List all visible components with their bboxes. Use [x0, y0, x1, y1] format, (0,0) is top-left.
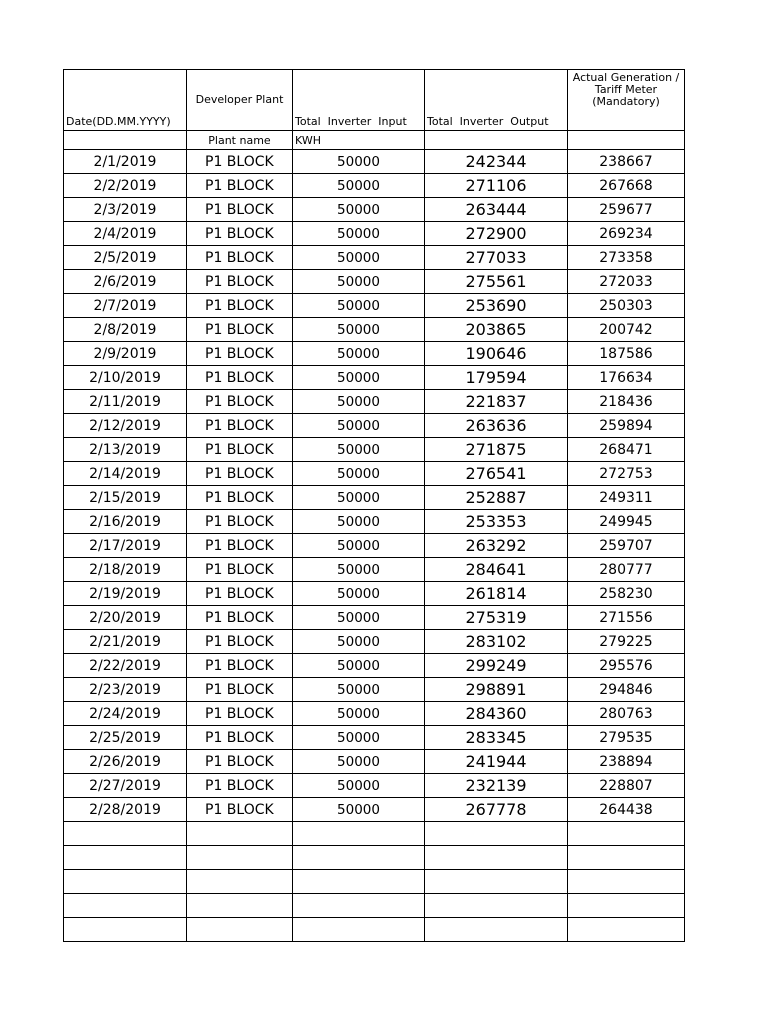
table-row: [64, 534, 685, 558]
cell-output: 263292: [425, 534, 568, 558]
cell-output: 283102: [425, 630, 568, 654]
table-row: [64, 174, 685, 198]
empty-cell: [187, 894, 293, 918]
empty-cell: [64, 822, 187, 846]
cell-input: 50000: [293, 798, 425, 822]
cell-output: 190646: [425, 342, 568, 366]
table-row: [64, 294, 685, 318]
cell-actual: 273358: [568, 246, 685, 270]
cell-actual: 238894: [568, 750, 685, 774]
cell-date: 2/14/2019: [64, 462, 187, 486]
cell-output: 267778: [425, 798, 568, 822]
cell-plant: P1 BLOCK: [187, 222, 293, 246]
cell-output: 241944: [425, 750, 568, 774]
cell-plant: P1 BLOCK: [187, 342, 293, 366]
subheader-output-empty: [425, 131, 568, 150]
empty-cell: [568, 918, 685, 942]
cell-actual: 271556: [568, 606, 685, 630]
cell-actual: 279535: [568, 726, 685, 750]
cell-input: 50000: [293, 438, 425, 462]
cell-actual: 279225: [568, 630, 685, 654]
header-row: [64, 70, 685, 131]
cell-date: 2/24/2019: [64, 702, 187, 726]
subheader-date-empty: [64, 131, 187, 150]
cell-output: 275319: [425, 606, 568, 630]
cell-actual: 228807: [568, 774, 685, 798]
table-row: [64, 726, 685, 750]
cell-input: 50000: [293, 582, 425, 606]
cell-date: 2/25/2019: [64, 726, 187, 750]
cell-plant: P1 BLOCK: [187, 318, 293, 342]
cell-input: 50000: [293, 774, 425, 798]
cell-output: 277033: [425, 246, 568, 270]
cell-actual: 264438: [568, 798, 685, 822]
cell-actual: 294846: [568, 678, 685, 702]
cell-input: 50000: [293, 462, 425, 486]
cell-date: 2/19/2019: [64, 582, 187, 606]
table-row: [64, 654, 685, 678]
cell-actual: 267668: [568, 174, 685, 198]
cell-input: 50000: [293, 654, 425, 678]
table-row: [64, 606, 685, 630]
cell-input: 50000: [293, 702, 425, 726]
table-row: [64, 630, 685, 654]
empty-cell: [293, 822, 425, 846]
cell-actual: 272753: [568, 462, 685, 486]
cell-date: 2/20/2019: [64, 606, 187, 630]
subheader-plant-name: Plant name: [187, 131, 293, 150]
cell-plant: P1 BLOCK: [187, 798, 293, 822]
cell-input: 50000: [293, 174, 425, 198]
cell-actual: 259707: [568, 534, 685, 558]
table-row: [64, 222, 685, 246]
cell-actual: 249311: [568, 486, 685, 510]
table-row: [64, 774, 685, 798]
cell-input: 50000: [293, 150, 425, 174]
cell-date: 2/21/2019: [64, 630, 187, 654]
table-row: [64, 678, 685, 702]
empty-cell: [64, 870, 187, 894]
cell-plant: P1 BLOCK: [187, 246, 293, 270]
cell-actual: 249945: [568, 510, 685, 534]
table-row: [64, 750, 685, 774]
cell-actual: 269234: [568, 222, 685, 246]
table-row: [64, 150, 685, 174]
empty-cell: [187, 822, 293, 846]
empty-cell: [187, 846, 293, 870]
table-row: [64, 582, 685, 606]
table-row: [64, 270, 685, 294]
cell-plant: P1 BLOCK: [187, 198, 293, 222]
cell-output: 275561: [425, 270, 568, 294]
empty-cell: [187, 918, 293, 942]
cell-output: 272900: [425, 222, 568, 246]
table-row: [64, 318, 685, 342]
table-row: [64, 558, 685, 582]
cell-plant: P1 BLOCK: [187, 558, 293, 582]
cell-plant: P1 BLOCK: [187, 774, 293, 798]
cell-actual: 280763: [568, 702, 685, 726]
table-row: [64, 366, 685, 390]
cell-input: 50000: [293, 222, 425, 246]
cell-date: 2/18/2019: [64, 558, 187, 582]
empty-cell: [568, 870, 685, 894]
cell-output: 203865: [425, 318, 568, 342]
cell-actual: 259894: [568, 414, 685, 438]
table-row: [64, 438, 685, 462]
cell-date: 2/10/2019: [64, 366, 187, 390]
empty-row: [64, 894, 685, 918]
cell-plant: P1 BLOCK: [187, 606, 293, 630]
cell-date: 2/1/2019: [64, 150, 187, 174]
subheader-actual-empty: [568, 131, 685, 150]
cell-input: 50000: [293, 390, 425, 414]
subheader-row: [64, 131, 685, 150]
cell-date: 2/26/2019: [64, 750, 187, 774]
cell-plant: P1 BLOCK: [187, 366, 293, 390]
cell-output: 179594: [425, 366, 568, 390]
cell-output: 276541: [425, 462, 568, 486]
cell-actual: 268471: [568, 438, 685, 462]
cell-input: 50000: [293, 606, 425, 630]
cell-output: 232139: [425, 774, 568, 798]
table-row: [64, 798, 685, 822]
cell-output: 299249: [425, 654, 568, 678]
cell-date: 2/12/2019: [64, 414, 187, 438]
cell-plant: P1 BLOCK: [187, 174, 293, 198]
cell-plant: P1 BLOCK: [187, 270, 293, 294]
cell-date: 2/7/2019: [64, 294, 187, 318]
cell-input: 50000: [293, 678, 425, 702]
table-body: [64, 70, 685, 942]
cell-plant: P1 BLOCK: [187, 150, 293, 174]
empty-cell: [425, 870, 568, 894]
cell-date: 2/13/2019: [64, 438, 187, 462]
empty-cell: [64, 918, 187, 942]
table-row: [64, 198, 685, 222]
empty-cell: [64, 894, 187, 918]
cell-input: 50000: [293, 726, 425, 750]
cell-actual: 259677: [568, 198, 685, 222]
cell-actual: 295576: [568, 654, 685, 678]
cell-input: 50000: [293, 414, 425, 438]
cell-plant: P1 BLOCK: [187, 630, 293, 654]
cell-actual: 187586: [568, 342, 685, 366]
empty-cell: [568, 846, 685, 870]
cell-input: 50000: [293, 558, 425, 582]
empty-cell: [425, 822, 568, 846]
cell-output: 283345: [425, 726, 568, 750]
table-row: [64, 702, 685, 726]
cell-input: 50000: [293, 198, 425, 222]
cell-plant: P1 BLOCK: [187, 390, 293, 414]
cell-output: 271106: [425, 174, 568, 198]
empty-row: [64, 822, 685, 846]
cell-actual: 258230: [568, 582, 685, 606]
empty-cell: [293, 894, 425, 918]
cell-output: 253690: [425, 294, 568, 318]
cell-plant: P1 BLOCK: [187, 486, 293, 510]
cell-date: 2/16/2019: [64, 510, 187, 534]
table-row: [64, 246, 685, 270]
cell-plant: P1 BLOCK: [187, 654, 293, 678]
cell-output: 242344: [425, 150, 568, 174]
cell-output: 298891: [425, 678, 568, 702]
cell-date: 2/28/2019: [64, 798, 187, 822]
cell-date: 2/8/2019: [64, 318, 187, 342]
header-total-inverter-input: Total Inverter Input: [293, 70, 425, 131]
empty-row: [64, 870, 685, 894]
cell-actual: 272033: [568, 270, 685, 294]
cell-input: 50000: [293, 270, 425, 294]
cell-plant: P1 BLOCK: [187, 750, 293, 774]
cell-actual: 176634: [568, 366, 685, 390]
header-developer-plant: Developer Plant: [187, 70, 293, 131]
cell-plant: P1 BLOCK: [187, 726, 293, 750]
table-row: [64, 414, 685, 438]
cell-output: 284360: [425, 702, 568, 726]
cell-actual: 200742: [568, 318, 685, 342]
cell-input: 50000: [293, 630, 425, 654]
cell-date: 2/22/2019: [64, 654, 187, 678]
empty-cell: [425, 894, 568, 918]
cell-input: 50000: [293, 750, 425, 774]
cell-plant: P1 BLOCK: [187, 294, 293, 318]
cell-plant: P1 BLOCK: [187, 582, 293, 606]
cell-input: 50000: [293, 318, 425, 342]
cell-input: 50000: [293, 246, 425, 270]
cell-output: 263444: [425, 198, 568, 222]
table-row: [64, 462, 685, 486]
cell-date: 2/15/2019: [64, 486, 187, 510]
empty-cell: [187, 870, 293, 894]
cell-plant: P1 BLOCK: [187, 510, 293, 534]
cell-output: 271875: [425, 438, 568, 462]
cell-date: 2/27/2019: [64, 774, 187, 798]
cell-output: 261814: [425, 582, 568, 606]
cell-date: 2/4/2019: [64, 222, 187, 246]
cell-output: 221837: [425, 390, 568, 414]
empty-row: [64, 918, 685, 942]
cell-plant: P1 BLOCK: [187, 414, 293, 438]
cell-plant: P1 BLOCK: [187, 678, 293, 702]
empty-cell: [568, 894, 685, 918]
cell-date: 2/3/2019: [64, 198, 187, 222]
cell-output: 263636: [425, 414, 568, 438]
cell-date: 2/23/2019: [64, 678, 187, 702]
cell-plant: P1 BLOCK: [187, 438, 293, 462]
empty-cell: [293, 870, 425, 894]
cell-input: 50000: [293, 534, 425, 558]
subheader-unit: KWH: [293, 131, 425, 150]
cell-date: 2/9/2019: [64, 342, 187, 366]
cell-date: 2/2/2019: [64, 174, 187, 198]
header-total-inverter-output: Total Inverter Output: [425, 70, 568, 131]
empty-cell: [425, 846, 568, 870]
cell-output: 253353: [425, 510, 568, 534]
cell-plant: P1 BLOCK: [187, 702, 293, 726]
cell-input: 50000: [293, 342, 425, 366]
header-actual-generation: Actual Generation / Tariff Meter (Mandatory): [568, 70, 685, 131]
cell-plant: P1 BLOCK: [187, 462, 293, 486]
cell-input: 50000: [293, 366, 425, 390]
cell-date: 2/6/2019: [64, 270, 187, 294]
table-row: [64, 486, 685, 510]
empty-cell: [293, 918, 425, 942]
cell-actual: 238667: [568, 150, 685, 174]
empty-row: [64, 846, 685, 870]
cell-date: 2/5/2019: [64, 246, 187, 270]
empty-cell: [293, 846, 425, 870]
cell-date: 2/11/2019: [64, 390, 187, 414]
table-row: [64, 390, 685, 414]
cell-date: 2/17/2019: [64, 534, 187, 558]
generation-table: [63, 69, 685, 942]
header-date: Date(DD.MM.YYYY): [64, 70, 187, 131]
empty-cell: [568, 822, 685, 846]
cell-output: 252887: [425, 486, 568, 510]
empty-cell: [64, 846, 187, 870]
table-row: [64, 342, 685, 366]
cell-actual: 218436: [568, 390, 685, 414]
cell-output: 284641: [425, 558, 568, 582]
cell-input: 50000: [293, 510, 425, 534]
cell-actual: 280777: [568, 558, 685, 582]
cell-input: 50000: [293, 486, 425, 510]
cell-plant: P1 BLOCK: [187, 534, 293, 558]
cell-input: 50000: [293, 294, 425, 318]
empty-cell: [425, 918, 568, 942]
table-row: [64, 510, 685, 534]
cell-actual: 250303: [568, 294, 685, 318]
